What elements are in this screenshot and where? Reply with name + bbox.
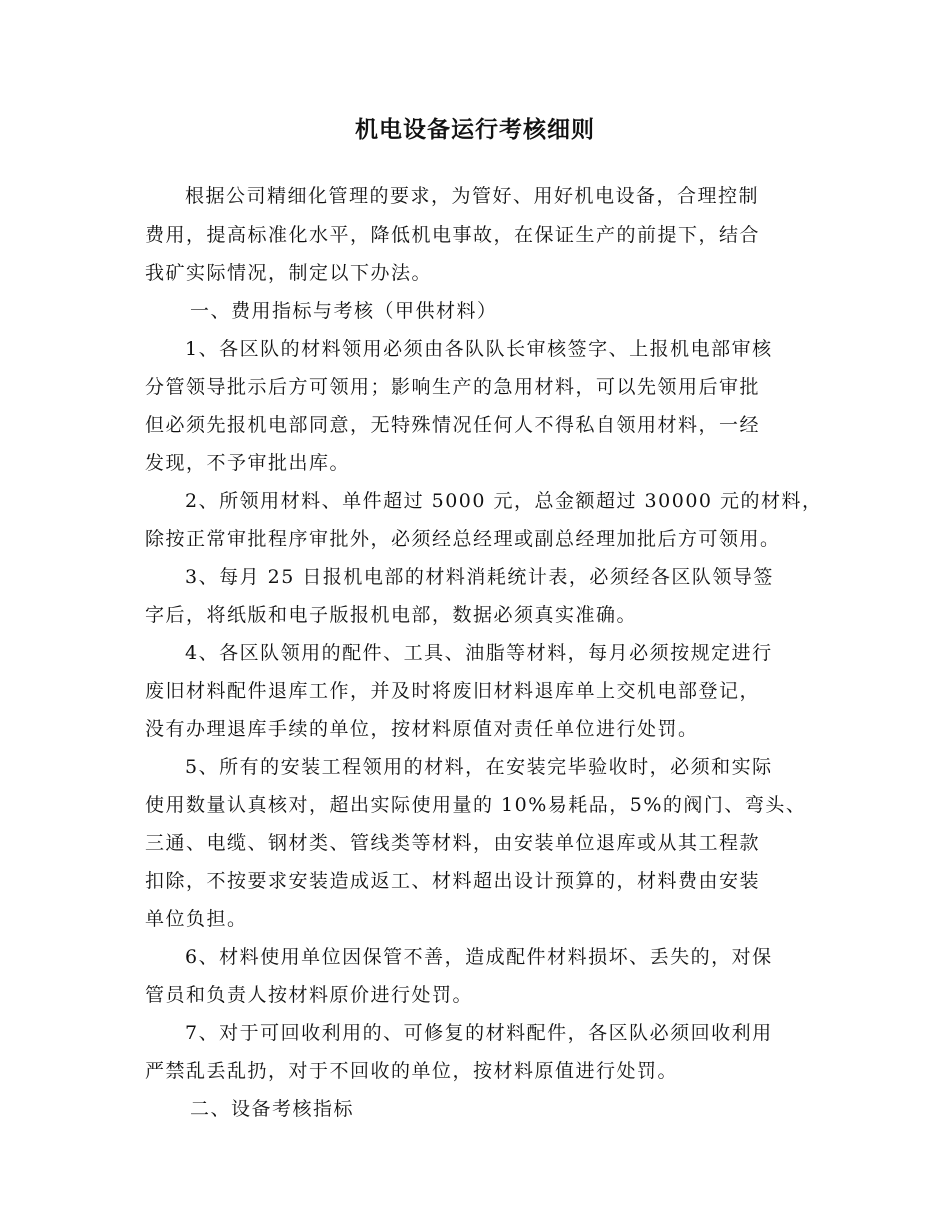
body-line: 2、所领用材料、单件超过 5000 元，总金额超过 30000 元的材料， bbox=[185, 490, 823, 512]
body-line: 但必须先报机电部同意，无特殊情况任何人不得私自领用材料，一经 bbox=[145, 414, 761, 436]
body-line: 根据公司精细化管理的要求，为管好、用好机电设备，合理控制 bbox=[185, 185, 760, 207]
body-line: 发现，不予审批出库。 bbox=[145, 452, 351, 474]
body-line: 严禁乱丢乱扔，对于不回收的单位，按材料原值进行处罚。 bbox=[145, 1060, 679, 1082]
body-line: 管员和负责人按材料原价进行处罚。 bbox=[145, 984, 474, 1006]
body-line: 字后，将纸版和电子版报机电部，数据必须真实准确。 bbox=[145, 604, 638, 626]
body-line: 单位负担。 bbox=[145, 908, 248, 930]
body-line: 除按正常审批程序审批外，必须经总经理或副总经理加批后方可领用。 bbox=[145, 528, 781, 550]
body-line: 没有办理退库手续的单位，按材料原值对责任单位进行处罚。 bbox=[145, 718, 699, 740]
body-line: 6、材料使用单位因保管不善，造成配件材料损坏、丢失的，对保 bbox=[185, 946, 773, 968]
body-line: 4、各区队领用的配件、工具、油脂等材料，每月必须按规定进行 bbox=[185, 642, 773, 664]
body-line: 5、所有的安装工程领用的材料，在安装完毕验收时，必须和实际 bbox=[185, 756, 773, 778]
body-line: 三通、电缆、钢材类、管线类等材料，由安装单位退库或从其工程款 bbox=[145, 832, 761, 854]
body-line: 我矿实际情况，制定以下办法。 bbox=[145, 262, 433, 284]
body-line: 7、对于可回收利用的、可修复的材料配件，各区队必须回收利用 bbox=[185, 1022, 773, 1044]
body-line: 费用，提高标准化水平，降低机电事故，在保证生产的前提下，结合 bbox=[145, 224, 761, 246]
body-line: 分管领导批示后方可领用；影响生产的急用材料，可以先领用后审批 bbox=[145, 376, 761, 398]
section-heading-1: 一、费用指标与考核（甲供材料） bbox=[190, 300, 498, 322]
body-line: 扣除，不按要求安装造成返工、材料超出设计预算的，材料费由安装 bbox=[145, 870, 761, 892]
document-title: 机电设备运行考核细则 bbox=[355, 117, 595, 143]
body-line: 1、各区队的材料领用必须由各队队长审核签字、上报机电部审核 bbox=[185, 338, 773, 360]
body-line: 使用数量认真核对，超出实际使用量的 10%易耗品，5%的阀门、弯头、 bbox=[145, 794, 807, 816]
section-heading-2: 二、设备考核指标 bbox=[190, 1098, 355, 1120]
body-line: 3、每月 25 日报机电部的材料消耗统计表，必须经各区队领导签 bbox=[185, 566, 774, 588]
body-line: 废旧材料配件退库工作，并及时将废旧材料退库单上交机电部登记， bbox=[145, 680, 761, 702]
